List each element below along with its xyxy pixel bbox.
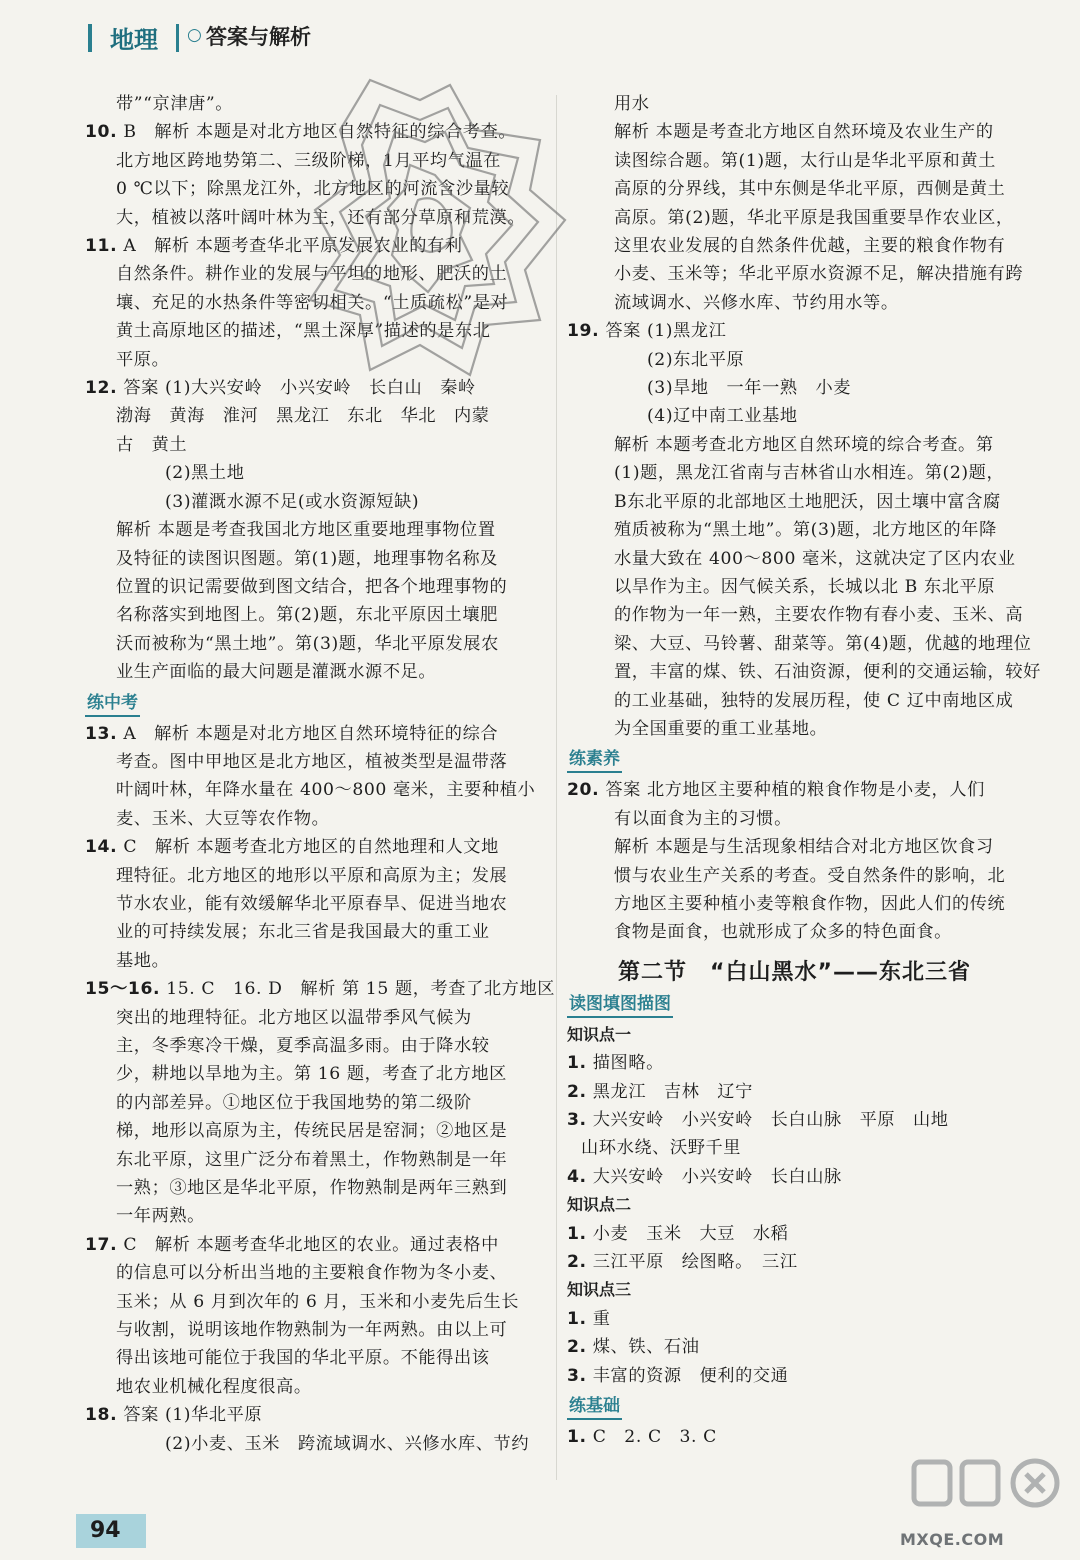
answer-text: 答案 北方地区主要种植的粮食作物是小麦，人们 <box>599 780 985 801</box>
answer-text: C 解析 本题考查北方地区的自然地理和人文地 <box>117 837 499 858</box>
answer-line <box>567 232 1022 260</box>
answer-line <box>85 890 535 918</box>
answer-text: 梯，地形以高原为主，传统民居是窑洞；②地区是 <box>116 1121 508 1142</box>
answer-line <box>567 545 1022 573</box>
answer-text: 水量大致在 400～800 毫米，这就决定了区内农业 <box>614 548 1016 569</box>
answer-line <box>567 658 1041 686</box>
answer-line <box>567 317 1022 345</box>
question-number: 14. <box>85 837 118 858</box>
question-number: 2. <box>567 1337 587 1358</box>
answer-text: 玉米；从 6 月到次年的 6 月，玉米和小麦先后生长 <box>116 1291 520 1312</box>
answer-text: 及特征的读图识图题。第(1)题，地理事物名称及 <box>116 548 498 569</box>
section-heading-label: 读图填图描图 <box>567 992 673 1018</box>
knowledge-point-label: 知识点三 <box>567 1280 632 1300</box>
answer-line <box>85 1231 535 1259</box>
answer-line <box>567 1305 1022 1333</box>
answer-text: 解析 本题是与生活现象相结合对北方地区饮食习 <box>614 837 994 858</box>
answer-text: 高原。第(2)题，华北平原是我国重要旱作农业区， <box>614 207 1014 228</box>
answer-line <box>567 890 1022 918</box>
answer-line <box>85 1288 535 1316</box>
answer-line <box>567 1333 1022 1361</box>
answer-line <box>85 1430 535 1458</box>
answer-text: 解析 本题是考查我国北方地区重要地理事物位置 <box>116 520 496 541</box>
answer-line <box>567 260 1022 288</box>
answer-text: 位置的识记需要做到图文结合，把各个地理事物的 <box>116 576 508 597</box>
answer-line <box>567 715 1022 743</box>
question-number: 1. <box>567 1427 587 1448</box>
answer-line <box>567 402 1022 430</box>
answer-text: 业生产面临的最大问题是灌溉水源不足。 <box>116 662 437 683</box>
question-number: 12. <box>85 378 118 399</box>
answer-text: 古 黄土 <box>116 434 188 455</box>
answer-text: 置，丰富的煤、铁、石油资源，便利的交通运输，较好 <box>614 662 1041 683</box>
answer-text: 高原的分界线，其中东侧是华北平原，西侧是黄土 <box>614 179 1006 200</box>
answer-text: 食物是面食，也就形成了众多的特色面食。 <box>614 922 952 943</box>
answer-line <box>567 289 1022 317</box>
answer-text: 小麦、玉米等；华北平原水资源不足，解决措施有跨 <box>614 264 1024 285</box>
answer-text: 三江平原 绘图略。 三江 <box>586 1252 798 1273</box>
answer-line <box>85 431 535 459</box>
answer-line <box>567 805 1022 833</box>
answer-text: (2)小麦、玉米 跨流域调水、兴修水库、节约 <box>165 1433 530 1454</box>
answer-line <box>567 862 1022 890</box>
answer-line <box>567 1423 1022 1451</box>
header-circle-icon: ○ <box>187 25 202 45</box>
watermark-url: MXQE.COM <box>900 1530 1005 1549</box>
answer-text: 的信息可以分析出当地的主要粮食作物为冬小麦、 <box>116 1263 508 1284</box>
answer-line <box>85 630 535 658</box>
answer-line <box>85 402 535 430</box>
stamp-watermark-icon <box>300 70 570 390</box>
answer-line <box>567 204 1022 232</box>
answer-text: 用水 <box>614 94 650 114</box>
answer-line <box>85 805 535 833</box>
answer-line <box>567 1248 1022 1276</box>
answer-text: 北方地区跨地势第二、三级阶梯，1月平均气温在 <box>116 150 502 171</box>
answer-line <box>567 1134 1022 1162</box>
answer-line <box>85 545 535 573</box>
answer-text: 描图略。 <box>586 1053 664 1074</box>
answer-text: 惯与农业生产关系的考查。受自然条件的影响，北 <box>614 865 1006 886</box>
answer-line <box>567 573 1022 601</box>
answer-text: 梁、大豆、马铃薯、甜菜等。第(4)题，优越的地理位 <box>614 633 1032 654</box>
answer-text: 以旱作为主。因气候关系，长城以北 B 东北平原 <box>614 576 996 597</box>
question-number: 15～16. <box>85 979 161 1000</box>
answer-line <box>567 431 1022 459</box>
answer-line <box>85 658 535 686</box>
header-divider <box>176 24 179 52</box>
answer-line <box>567 1362 1022 1390</box>
section-heading-label: 练素养 <box>567 747 622 773</box>
answer-text: 沃而被称为“黑土地”。第(3)题，华北平原发展农 <box>116 633 499 654</box>
answer-line <box>85 516 535 544</box>
answer-line <box>567 488 1022 516</box>
answer-line <box>567 776 1022 804</box>
answer-text: 自然条件。耕作业的发展与平坦的地形、肥沃的土 <box>116 264 508 285</box>
answer-text: 东北平原，这里广泛分布着黑土，作物熟制是一年 <box>116 1149 508 1170</box>
answer-text: 大，植被以落叶阔叶林为主，还有部分草原和荒漠。 <box>116 207 526 228</box>
answer-line <box>85 918 535 946</box>
answer-text: 基地。 <box>116 950 170 971</box>
answer-text: 黄土高原地区的描述，“黑土深厚”描述的是东北 <box>116 321 491 342</box>
answer-line <box>567 374 1022 402</box>
answer-line <box>85 459 535 487</box>
answer-text: (4)辽中南工业基地 <box>647 406 798 427</box>
answer-text: 少，耕地以旱地为主。第 16 题，考查了北方地区 <box>116 1064 507 1085</box>
knowledge-point-label: 知识点二 <box>567 1195 632 1215</box>
question-number: 18. <box>85 1405 118 1426</box>
answer-line <box>567 175 1022 203</box>
answer-line <box>567 346 1022 374</box>
answer-text: 与收割，说明该地作物熟制为一年两熟。由以上可 <box>116 1320 508 1341</box>
question-number: 11. <box>85 236 118 257</box>
question-number: 1. <box>567 1308 587 1329</box>
answer-line <box>85 573 535 601</box>
answer-line <box>85 1401 535 1429</box>
answer-line <box>85 1373 535 1401</box>
answer-text: 得出该地可能位于我国的华北平原。不能得出该 <box>116 1348 490 1369</box>
answer-text: (2)东北平原 <box>647 349 745 370</box>
answer-text: 节水农业，能有效缓解华北平原春旱、促进当地农 <box>116 893 508 914</box>
answer-line <box>85 1174 535 1202</box>
answer-text: C 解析 本题考查华北地区的农业。通过表格中 <box>117 1234 499 1255</box>
answer-text: 重 <box>586 1308 611 1329</box>
answer-line <box>85 1117 535 1145</box>
answer-line <box>85 1259 535 1287</box>
question-number: 2. <box>567 1252 587 1273</box>
answer-text: 叶阔叶林，年降水量在 400～800 毫米，主要种植小 <box>116 780 536 801</box>
answer-line <box>567 118 1022 146</box>
answer-text: 一年两熟。 <box>116 1206 205 1227</box>
answer-line <box>85 1004 535 1032</box>
answer-line <box>85 975 556 1003</box>
header-subject: 地理 <box>110 26 158 54</box>
answer-text: 答案 (1)黑龙江 <box>599 321 727 342</box>
answer-text: B 解析 本题是对北方地区自然特征的综合考查。 <box>117 122 517 143</box>
answer-line <box>85 1032 535 1060</box>
header-title: 答案与解析 <box>206 25 311 49</box>
page-number: 94 <box>76 1514 146 1548</box>
answer-text: 山环水绕、沃野千里 <box>581 1138 742 1159</box>
knowledge-point-label: 知识点一 <box>567 1024 632 1044</box>
section-heading <box>567 747 1022 773</box>
answer-text: 答案 (1)华北平原 <box>117 1405 263 1426</box>
answer-text: 方地区主要种植小麦等粮食作物，因此人们的传统 <box>614 893 1006 914</box>
answer-text: 理特征。北方地区的地形以平原和高原为主；发展 <box>116 865 508 886</box>
question-number: 13. <box>85 723 118 744</box>
answer-text: 名称落实到地图上。第(2)题，东北平原因土壤肥 <box>116 605 498 626</box>
section-heading-label: 练基础 <box>567 1394 622 1420</box>
answer-text: 主，冬季寒冷干燥，夏季高温多雨。由于降水较 <box>116 1036 490 1056</box>
answer-text: C 2. C 3. C <box>586 1427 717 1448</box>
answer-line <box>85 1202 535 1230</box>
section-heading <box>85 691 535 717</box>
answer-line <box>567 918 1022 946</box>
answer-line <box>85 720 535 748</box>
answer-line <box>567 833 1022 861</box>
answer-line <box>85 862 535 890</box>
answer-line <box>567 1078 1022 1106</box>
answer-text: 15. C 16. D 解析 第 15 题，考查了北方地区 <box>160 979 556 1000</box>
right-column <box>567 90 1041 1451</box>
answer-line <box>85 1089 535 1117</box>
answer-text: 的内部差异。①地区位于我国地势的第二级阶 <box>116 1092 472 1113</box>
answer-line <box>567 1220 1022 1248</box>
answer-line <box>85 947 535 975</box>
answer-text: 的作物为一年一熟，主要农作物有春小麦、玉米、高 <box>614 605 1024 626</box>
answer-line <box>85 833 535 861</box>
answer-text: 突出的地理特征。北方地区以温带季风气候为 <box>116 1007 472 1028</box>
answer-text: 读图综合题。第(1)题，太行山是华北平原和黄土 <box>614 150 996 171</box>
answer-line <box>567 687 1022 715</box>
answer-line <box>567 147 1022 175</box>
answer-line <box>567 516 1022 544</box>
answer-text: 殖质被称为“黑土地”。第(3)题，北方地区的年降 <box>614 520 997 541</box>
answer-text: 解析 本题考查北方地区自然环境的综合考查。第 <box>614 434 994 455</box>
answer-text: (2)黑土地 <box>165 463 245 484</box>
answer-text: 为全国重要的重工业基地。 <box>614 718 828 739</box>
page-header <box>0 14 1080 62</box>
answer-text: (3)旱地 一年一熟 小麦 <box>647 378 852 399</box>
answer-text: 壤、充足的水热条件等密切相关。“土质疏松”是对 <box>116 292 509 313</box>
section-title: 第二节 “白山黑水”——东北三省 <box>618 959 971 985</box>
section-heading <box>567 1394 1022 1420</box>
answer-line <box>85 776 535 804</box>
answer-text: 带”“京津唐”。 <box>116 94 234 114</box>
answer-text: 有以面食为主的习惯。 <box>614 808 792 829</box>
answer-text: 煤、铁、石油 <box>586 1337 700 1358</box>
answer-text: 一熟；③地区是华北平原，作物熟制是两年三熟到 <box>116 1178 508 1199</box>
answer-text: 渤海 黄海 淮河 黑龙江 东北 华北 内蒙 <box>116 406 490 427</box>
answer-text: 大兴安岭 小兴安岭 长白山脉 <box>586 1166 842 1187</box>
answer-text: (1)题，黑龙江省南与吉林省山水相连。第(2)题， <box>614 463 1005 484</box>
answer-text: 丰富的资源 便利的交通 <box>586 1365 789 1386</box>
question-number: 17. <box>85 1234 118 1255</box>
answer-text: A 解析 本题考查华北平原发展农业的有利 <box>117 236 463 257</box>
question-number: 1. <box>567 1223 587 1244</box>
answer-text: 地农业机械化程度很高。 <box>116 1376 312 1397</box>
question-number: 1. <box>567 1053 587 1074</box>
answer-text: 平原。 <box>116 349 170 370</box>
answer-line <box>85 488 535 516</box>
answer-line <box>567 1106 1022 1134</box>
question-number: 2. <box>567 1081 587 1102</box>
answer-line <box>567 1049 1022 1077</box>
answer-line <box>85 1344 535 1372</box>
answer-line <box>85 748 535 776</box>
answer-text: A 解析 本题是对北方地区自然环境特征的综合 <box>117 723 499 744</box>
answer-text: 麦、玉米、大豆等农作物。 <box>116 808 330 829</box>
answer-text: 大兴安岭 小兴安岭 长白山脉 平原 山地 <box>586 1110 949 1130</box>
answer-text: B东北平原的北部地区土地肥沃，因土壤中富含腐 <box>614 491 1001 512</box>
answer-line <box>85 1146 535 1174</box>
answer-text: 考查。图中甲地区是北方地区，植被类型是温带落 <box>116 751 508 772</box>
question-number: 20. <box>567 780 600 801</box>
answer-line <box>567 459 1022 487</box>
header-bar <box>88 24 92 52</box>
answer-text: (3)灌溉水源不足(或水资源短缺) <box>165 491 420 512</box>
answer-text: 流域调水、兴修水库、节约用水等。 <box>614 292 899 313</box>
answer-line <box>567 601 1022 629</box>
answer-line <box>567 1163 1022 1191</box>
answer-line <box>567 630 1032 658</box>
section-heading-label: 练中考 <box>85 691 140 717</box>
question-number: 4. <box>567 1166 587 1187</box>
answer-line <box>85 1060 535 1088</box>
answer-text: 这里农业发展的自然条件优越，主要的粮食作物有 <box>614 236 1006 257</box>
answer-text: 业的可持续发展；东北三省是我国最大的重工业 <box>116 922 490 943</box>
question-number: 3. <box>567 1110 587 1130</box>
section-heading <box>567 992 1022 1018</box>
answer-line <box>85 601 535 629</box>
answer-text: 0 ℃以下；除黑龙江外，北方地区的河流含沙量较 <box>116 179 510 200</box>
question-number: 19. <box>567 321 600 342</box>
answer-text: 小麦 玉米 大豆 水稻 <box>586 1223 789 1244</box>
answer-line <box>567 90 1022 118</box>
answer-text: 答案 (1)大兴安岭 小兴安岭 长白山 秦岭 <box>117 378 476 399</box>
answer-text: 的工业基础，独特的发展历程，使 C 辽中南地区成 <box>614 690 1014 711</box>
answer-line <box>85 1316 535 1344</box>
question-number: 10. <box>85 122 118 143</box>
question-number: 3. <box>567 1365 587 1386</box>
answer-text: 黑龙江 吉林 辽宁 <box>586 1081 753 1102</box>
answer-text: 解析 本题是考查北方地区自然环境及农业生产的 <box>614 122 994 143</box>
